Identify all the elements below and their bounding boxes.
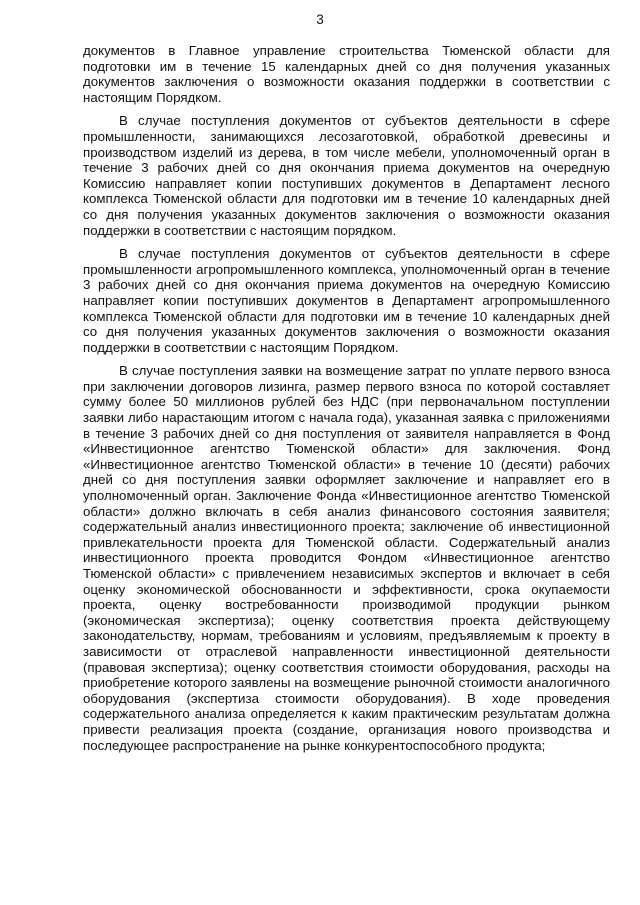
paragraph-continuation: документов в Главное управление строительства Тюменской области для подготовки им в течение 15 календарных дней со дня получения указанных документов заключения о возможности оказания поддержки в соответствии с настоящим Порядком.	[83, 43, 610, 105]
page-number: 3	[316, 12, 324, 27]
paragraph-leasing-application: В случае поступления заявки на возмещение затрат по уплате первого взноса при заключении договоров лизинга, размер первого взноса по которой составляет сумму более 50 миллионов рублей без НДС (при первоначальном поступлении заявки либо нарастающим итогом с начала года), указанная заявка с приложениями в течение 3 рабочих дней со дня поступления от заявителя направляется в Фонд «Инвестиционное агентство Тюменской области» для заключения. Фонд «Инвестиционное агентство Тюменской области» в течение 10 (десяти) рабочих дней со дня поступления заявки оформляет заключение и направляет его в уполномоченный орган. Заключение Фонда «Инвестиционное агентство Тюменской области» должно включать в себя анализ финансового состояния заявителя; содержательный анализ инвестиционного проекта; заключение об инвестиционной привлекательности проекта для Тюменской области. Содержательный анализ инвестиционного проекта проводится Фондом «Инвестиционное агентство Тюменской области» с привлечением независимых экспертов и включает в себя оценку экономической обоснованности и эффективности, срока окупаемости проекта, оценку востребованности производимой продукции рынком (экономическая экспертиза); оценку соответствия проекта действующему законодательству, нормам, требованиям и условиям, предъявляемым к проекту в зависимости от отраслевой направленности инвестиционной деятельности (правовая экспертиза); оценку соответствия стоимости оборудования, расходы на приобретение которого заявлены на возмещение рыночной стоимости аналогичного оборудования (экспертиза стоимости оборудования). В ходе проведения содержательного анализа определяется к каким практическим результатам должна привести реализация проекта (создание, организация нового производства и последующее распространение на рынке конкурентоспособного продукта;	[83, 363, 610, 753]
paragraph-agro-complex: В случае поступления документов от субъектов деятельности в сфере промышленности агропромышленного комплекса, уполномоченный орган в течение 3 рабочих дней со дня окончания приема документов на очередную Комиссию направляет копии поступивших документов в Департамент агропромышленного комплекса Тюменской области для подготовки им в течение 10 календарных дней со дня получения указанных документов заключения о возможности оказания поддержки в соответствии с настоящим Порядком.	[83, 246, 610, 355]
document-body	[83, 43, 610, 761]
paragraph-forest-complex: В случае поступления документов от субъектов деятельности в сфере промышленности, занимающихся лесозаготовкой, обработкой древесины и производством изделий из дерева, в том числе мебели, уполномоченный орган в течение 3 рабочих дней со дня окончания приема документов на очередную Комиссию направляет копии поступивших документов в Департамент лесного комплекса Тюменской области для подготовки им в течение 10 календарных дней со дня получения указанных документов заключения о возможности оказания поддержки в соответствии с настоящим порядком.	[83, 113, 610, 238]
